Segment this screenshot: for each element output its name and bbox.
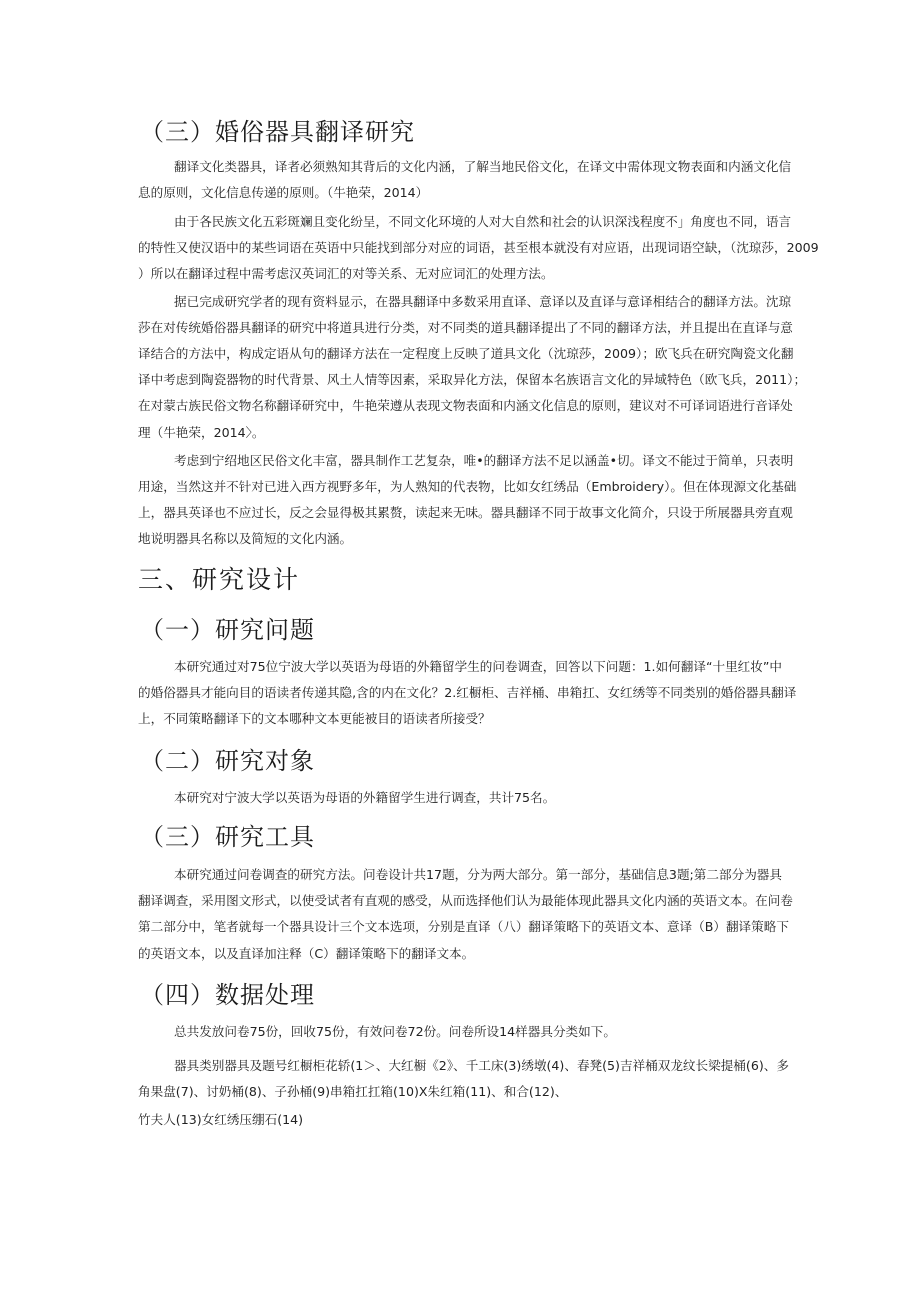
heading-research-subjects: （二）研究对象 (140, 747, 315, 775)
paragraph-line: 理（牛艳荣，2014〉。 (138, 425, 265, 440)
paragraph-line: 第二部分中，笔者就每一个器具设计三个文本选项，分别是直译（八）翻译策略下的英语文本、意译（B）翻译策略下 (138, 919, 789, 934)
paragraph-line: 竹夫人(13)女红绣压绷石(14) (138, 1112, 304, 1127)
heading-research-design: 三、研究设计 (138, 565, 301, 594)
paragraph-line: 据已完成研究学者的现有资料显示，在器具翻译中多数采用直译、意译以及直译与意译相结合的翻译方法。沈琼 (174, 294, 792, 309)
paragraph-line: ）所以在翻译过程中需考虑汉英词汇的对等关系、无对应词汇的处理方法。 (138, 266, 554, 281)
paragraph-line: 由于各民族文化五彩斑斓且变化纷呈，不同文化环境的人对大自然和社会的认识深浅程度不」角度也不同，语言 (174, 214, 792, 229)
paragraph-line: 翻译调查，采用图文形式，以使受试者有直观的感受，从而选择他们认为最能体现此器具文化内涵的英语文本。在问卷 (138, 893, 793, 908)
paragraph-line: 总共发放问卷75份，回收75份，有效问卷72份。问卷所设14样器具分类如下。 (174, 1024, 616, 1039)
paragraph-line: 息的原则，文化信息传递的原则。（牛艳荣，2014） (138, 185, 429, 200)
paragraph-line: 本研究通过问卷调查的研究方法。问卷设计共17题，分为两大部分。第一部分，基础信息3题;第二部分为器具 (174, 867, 782, 882)
paragraph-line: 本研究通过对75位宁波大学以英语为母语的外籍留学生的问卷调查，回答以下问题：1.如何翻译“十里红妆”中 (174, 659, 782, 674)
heading-research-questions: （一）研究问题 (140, 616, 315, 644)
paragraph-line: 器具类别器具及题号红橱柜花轿(1＞、大红橱《2》、千工床(3)绣墩(4)、春凳(5)吉祥桶双龙纹长梁提桶(6)、多 (174, 1058, 789, 1073)
paragraph-line: 翻译文化类器具，译者必须熟知其背后的文化内涵，了解当地民俗文化，在译文中需体现文物表面和内涵文化信 (174, 159, 792, 174)
heading-data-processing: （四）数据处理 (140, 981, 315, 1009)
paragraph-line: 译结合的方法中，构成定语从句的翻译方法在一定程度上反映了道具文化（沈琼莎，2009）；欧飞兵在研究陶瓷文化翻 (138, 346, 794, 361)
paragraph-line: 本研究对宁波大学以英语为母语的外籍留学生进行调查，共计75名。 (174, 790, 556, 805)
paragraph-line: 的英语文本，以及直译加注释（C）翻译策略下的翻译文本。 (138, 946, 475, 961)
paragraph-line: 考虑到宁绍地区民俗文化丰富，器具制作工艺复杂，唯•的翻译方法不足以涵盖•切。译文不能过于简单，只表明 (174, 453, 794, 468)
paragraph-line: 上，不同策略翻译下的文本哪种文本更能被目的语读者所接受？ (138, 711, 491, 726)
paragraph-line: 在对蒙古族民俗文物名称翻译研究中，牛艳荣遵从表现文物表面和内涵文化信息的原则，建议对不可译词语进行音译处 (138, 398, 793, 413)
paragraph-line: 的特性又使汉语中的某些词语在英语中只能找到部分对应的词语，甚至根本就没有对应语，出现词语空缺，（沈琼莎，2009 (138, 240, 819, 255)
paragraph-line: 译中考虑到陶瓷器物的时代背景、风土人情等因素，采取异化方法，保留本名族语言文化的异域特色（欧飞兵，2011）； (138, 372, 807, 387)
heading-marriage-utensils-translation: （三）婚俗器具翻译研究 (140, 118, 415, 146)
paragraph-line: 地说明器具名称以及简短的文化内涵。 (138, 531, 353, 546)
paragraph-line: 用途，当然这并不针对已进入西方视野多年，为人熟知的代表物，比如女红绣品（Embroidery）。但在体现源文化基础 (138, 479, 797, 494)
heading-research-tools: （三）研究工具 (140, 823, 315, 851)
paragraph-line: 的婚俗器具才能向目的语读者传递其隐,含的内在文化？2.红橱柜、吉祥桶、串箱扛、女红绣等不同类别的婚俗器具翻译 (138, 685, 797, 700)
paragraph-line: 角果盘(7)、讨奶桶(8)、子孙桶(9)串箱扛扛箱(10)X朱红箱(11)、和合(12)、 (138, 1084, 568, 1099)
paragraph-line: 莎在对传统婚俗器具翻译的研究中将道具进行分类，对不同类的道具翻译提出了不同的翻译方法，并且提出在直译与意 (138, 320, 793, 335)
paragraph-line: 上，器具英译也不应过长，反之会显得极其累赘，读起来无味。器具翻译不同于故事文化简介，只设于所展器具旁直观 (138, 505, 793, 520)
